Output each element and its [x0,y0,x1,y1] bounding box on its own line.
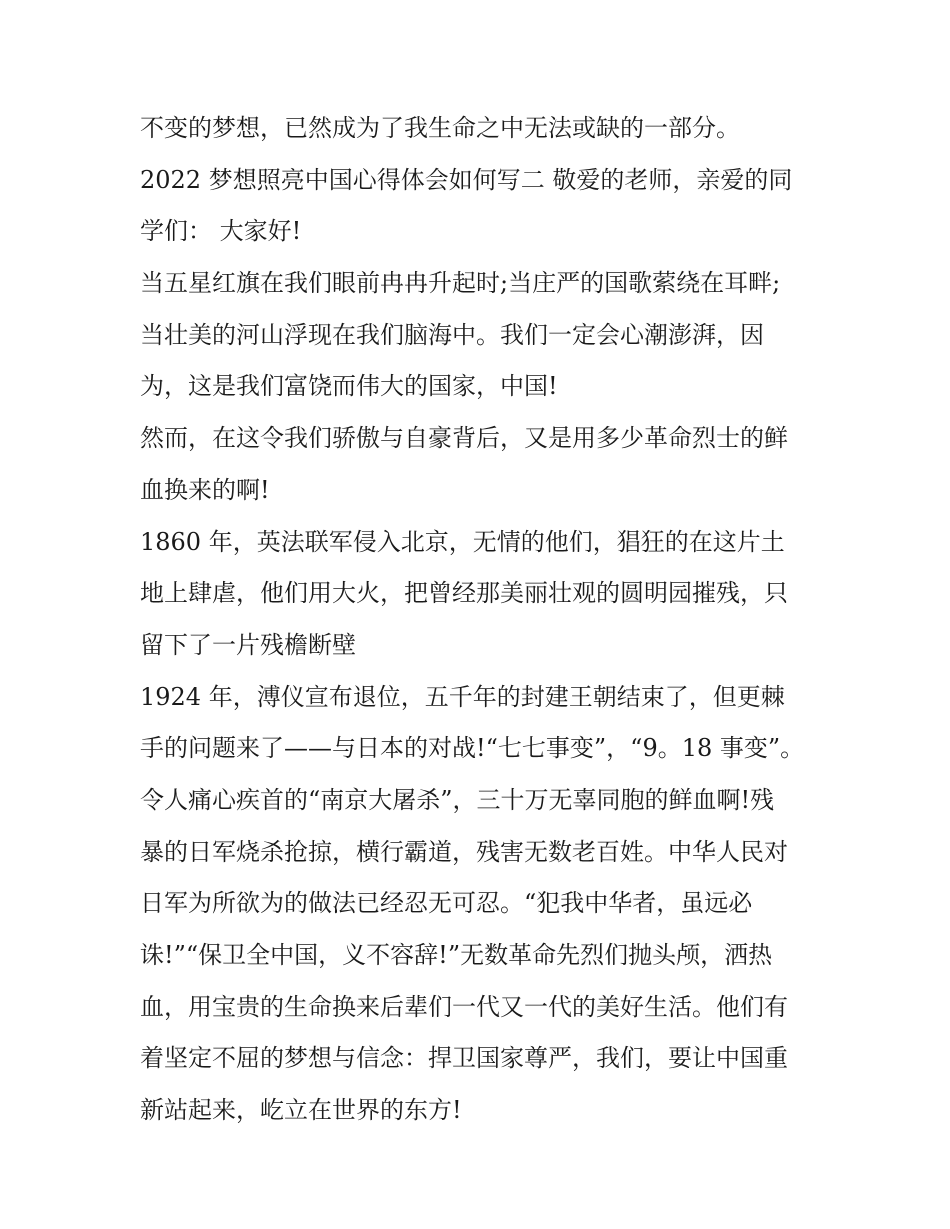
text-line: 地上肆虐，他们用大火，把曾经那美丽壮观的圆明园摧残，只 [140,579,788,608]
text-line: 着坚定不屈的梦想与信念：捍卫国家尊严，我们，要让中国重 [140,1044,788,1073]
text-line: 然而，在这令我们骄傲与自豪背后，又是用多少革命烈士的鲜 [140,424,788,453]
body-text [140,103,820,1137]
text-line: 血换来的啊! [140,475,270,504]
text-line: 1860 年，英法联军侵入北京，无情的他们，猖狂的在这片土 [140,527,785,556]
text-line: 为，这是我们富饶而伟大的国家，中国! [140,372,558,401]
text-line: 1924 年，溥仪宣布退位，五千年的封建王朝结束了，但更棘 [140,682,785,711]
text-line: 学们： 大家好! [140,217,302,246]
text-line: 血，用宝贵的生命换来后辈们一代又一代的美好生活。他们有 [140,992,788,1021]
text-line: 留下了一片残檐断壁 [140,630,356,659]
text-line: 令人痛心疾首的“南京大屠杀”，三十万无辜同胞的鲜血啊!残 [140,785,775,814]
text-line: 新站起来，屹立在世界的东方! [140,1096,462,1125]
text-line: 不变的梦想，已然成为了我生命之中无法或缺的一部分。 [140,114,740,142]
text-line: 当壮美的河山浮现在我们脑海中。我们一定会心潮澎湃，因 [140,320,764,349]
text-line: 诛!”“保卫全中国，义不容辞!”无数革命先烈们抛头颅，洒热 [140,941,773,969]
text-line: 日军为所欲为的做法已经忍无可忍。“犯我中华者，虽远必 [140,889,753,918]
text-line: 当五星红旗在我们眼前冉冉升起时;当庄严的国歌萦绕在耳畔; [140,269,781,298]
text-line: 手的问题来了——与日本的对战!“七七事变”，“9。18 事变”。 [140,734,805,763]
text-line: 暴的日军烧杀抢掠，横行霸道，残害无数老百姓。中华人民对 [140,837,788,866]
text-line: 2022 梦想照亮中国心得体会如何写二 敬爱的老师，亲爱的同 [140,165,793,194]
